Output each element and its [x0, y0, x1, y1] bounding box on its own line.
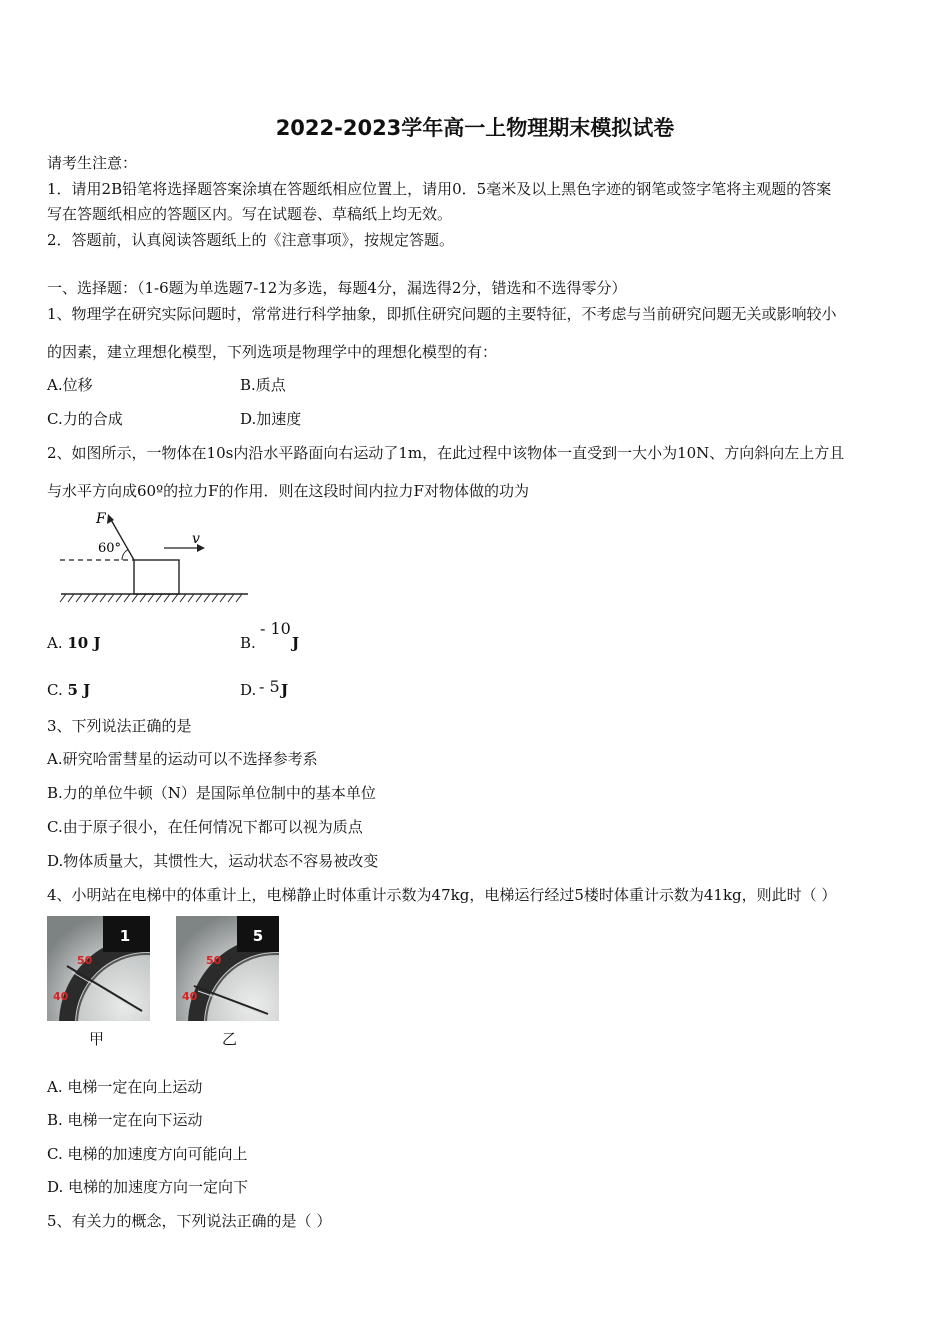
ground-hatching: [60, 594, 242, 602]
notice-line-3: 2．答题前，认真阅读答题纸上的《注意事项》，按规定答题。: [47, 231, 455, 249]
q2-option-d-letter: D.: [240, 681, 257, 699]
q3-option-c: C.由于原子很小，在任何情况下都可以视为质点: [47, 818, 363, 836]
q2-option-b-letter: B.: [240, 634, 256, 652]
mark-50: 50: [77, 954, 93, 967]
q1-option-c: C.力的合成: [47, 410, 123, 428]
q2-option-c-letter: C.: [47, 681, 68, 699]
section-heading: 一、选择题：（1-6题为单选题7-12为多选，每题4分，漏选得2分，错选和不选得零分）: [47, 279, 627, 297]
scale-dial-graphic: [47, 916, 150, 1021]
q1-option-d: D.加速度: [240, 410, 302, 428]
q1-stem-line2: 的因素，建立理想化模型，下列选项是物理学中的理想化模型的有：: [47, 343, 498, 361]
q4-option-d: D. 电梯的加速度方向一定向下: [47, 1178, 249, 1196]
angle-arc: [122, 550, 128, 560]
block: [134, 560, 179, 594]
velocity-label: v: [192, 531, 200, 547]
photo-1-badge: 1: [119, 927, 131, 945]
q3-option-a: A.研究哈雷彗星的运动可以不选择参考系: [47, 750, 318, 768]
scale-photo-1: [47, 916, 150, 1021]
scale-photo-2: [176, 916, 279, 1021]
q3-option-d: D.物体质量大，其惯性大，运动状态不容易被改变: [47, 852, 379, 870]
q1-stem-line1: 1、物理学在研究实际问题时，常常进行科学抽象，即抓住研究问题的主要特征，不考虑与当前研究问题无关或影响较小: [47, 305, 837, 323]
q2-option-d: [240, 681, 256, 699]
notice-line-2: 写在答题纸相应的答题区内。写在试题卷、草稿纸上均无效。: [47, 205, 453, 223]
q2-option-d-number: - 5: [259, 677, 280, 696]
q2-option-c-value: 5 J: [67, 681, 91, 699]
q2-option-c: [47, 681, 90, 699]
photo-2-caption: 乙: [222, 1030, 238, 1048]
scale-dial-graphic: [176, 916, 279, 1021]
angle-label: 60°: [98, 541, 122, 556]
q2-option-a: [47, 634, 101, 652]
q2-option-b: [240, 634, 256, 652]
q2-force-diagram: [58, 508, 253, 608]
q2-stem-line2: 与水平方向成60º的拉力F的作用．则在这段时间内拉力F对物体做的功为: [47, 482, 529, 500]
q5-stem: 5、有关力的概念，下列说法正确的是（ ）: [47, 1212, 332, 1230]
force-label: F: [96, 511, 106, 527]
photo-2-badge: 5: [252, 927, 264, 945]
q1-option-a: A.位移: [47, 376, 93, 394]
q2-option-a-letter: A.: [47, 634, 68, 652]
page-title: 2022-2023学年高一上物理期末模拟试卷: [275, 116, 675, 140]
q4-stem: 4、小明站在电梯中的体重计上，电梯静止时体重计示数为47kg，电梯运行经过5楼时体重计示数为41kg，则此时（ ）: [47, 886, 837, 904]
q2-option-a-value: 10 J: [67, 634, 101, 652]
notice-heading: 请考生注意：: [47, 154, 138, 172]
q4-option-a: A. 电梯一定在向上运动: [47, 1078, 203, 1096]
mark-40: 40: [182, 990, 198, 1003]
photo-1-caption: 甲: [89, 1030, 105, 1048]
q4-option-c: C. 电梯的加速度方向可能向上: [47, 1145, 248, 1163]
mark-40: 40: [53, 990, 69, 1003]
q1-option-b: B.质点: [240, 376, 286, 394]
q2-stem-line1: 2、如图所示，一物体在10s内沿水平路面向右运动了1m，在此过程中该物体一直受到一大小为10N、方向斜向左上方且: [47, 444, 845, 462]
q3-option-b: B.力的单位牛顿（N）是国际单位制中的基本单位: [47, 784, 376, 802]
mark-50: 50: [206, 954, 222, 967]
q2-option-b-unit: J: [292, 634, 300, 652]
notice-line-1: 1．请用2B铅笔将选择题答案涂填在答题纸相应位置上，请用0．5毫米及以上黑色字迹的钢笔或签字笔将主观题的答案: [47, 180, 832, 198]
q2-option-d-unit: J: [281, 681, 289, 699]
q3-stem: 3、下列说法正确的是: [47, 717, 192, 735]
q4-option-b: B. 电梯一定在向下运动: [47, 1111, 203, 1129]
q2-option-b-number: - 10: [260, 619, 291, 638]
